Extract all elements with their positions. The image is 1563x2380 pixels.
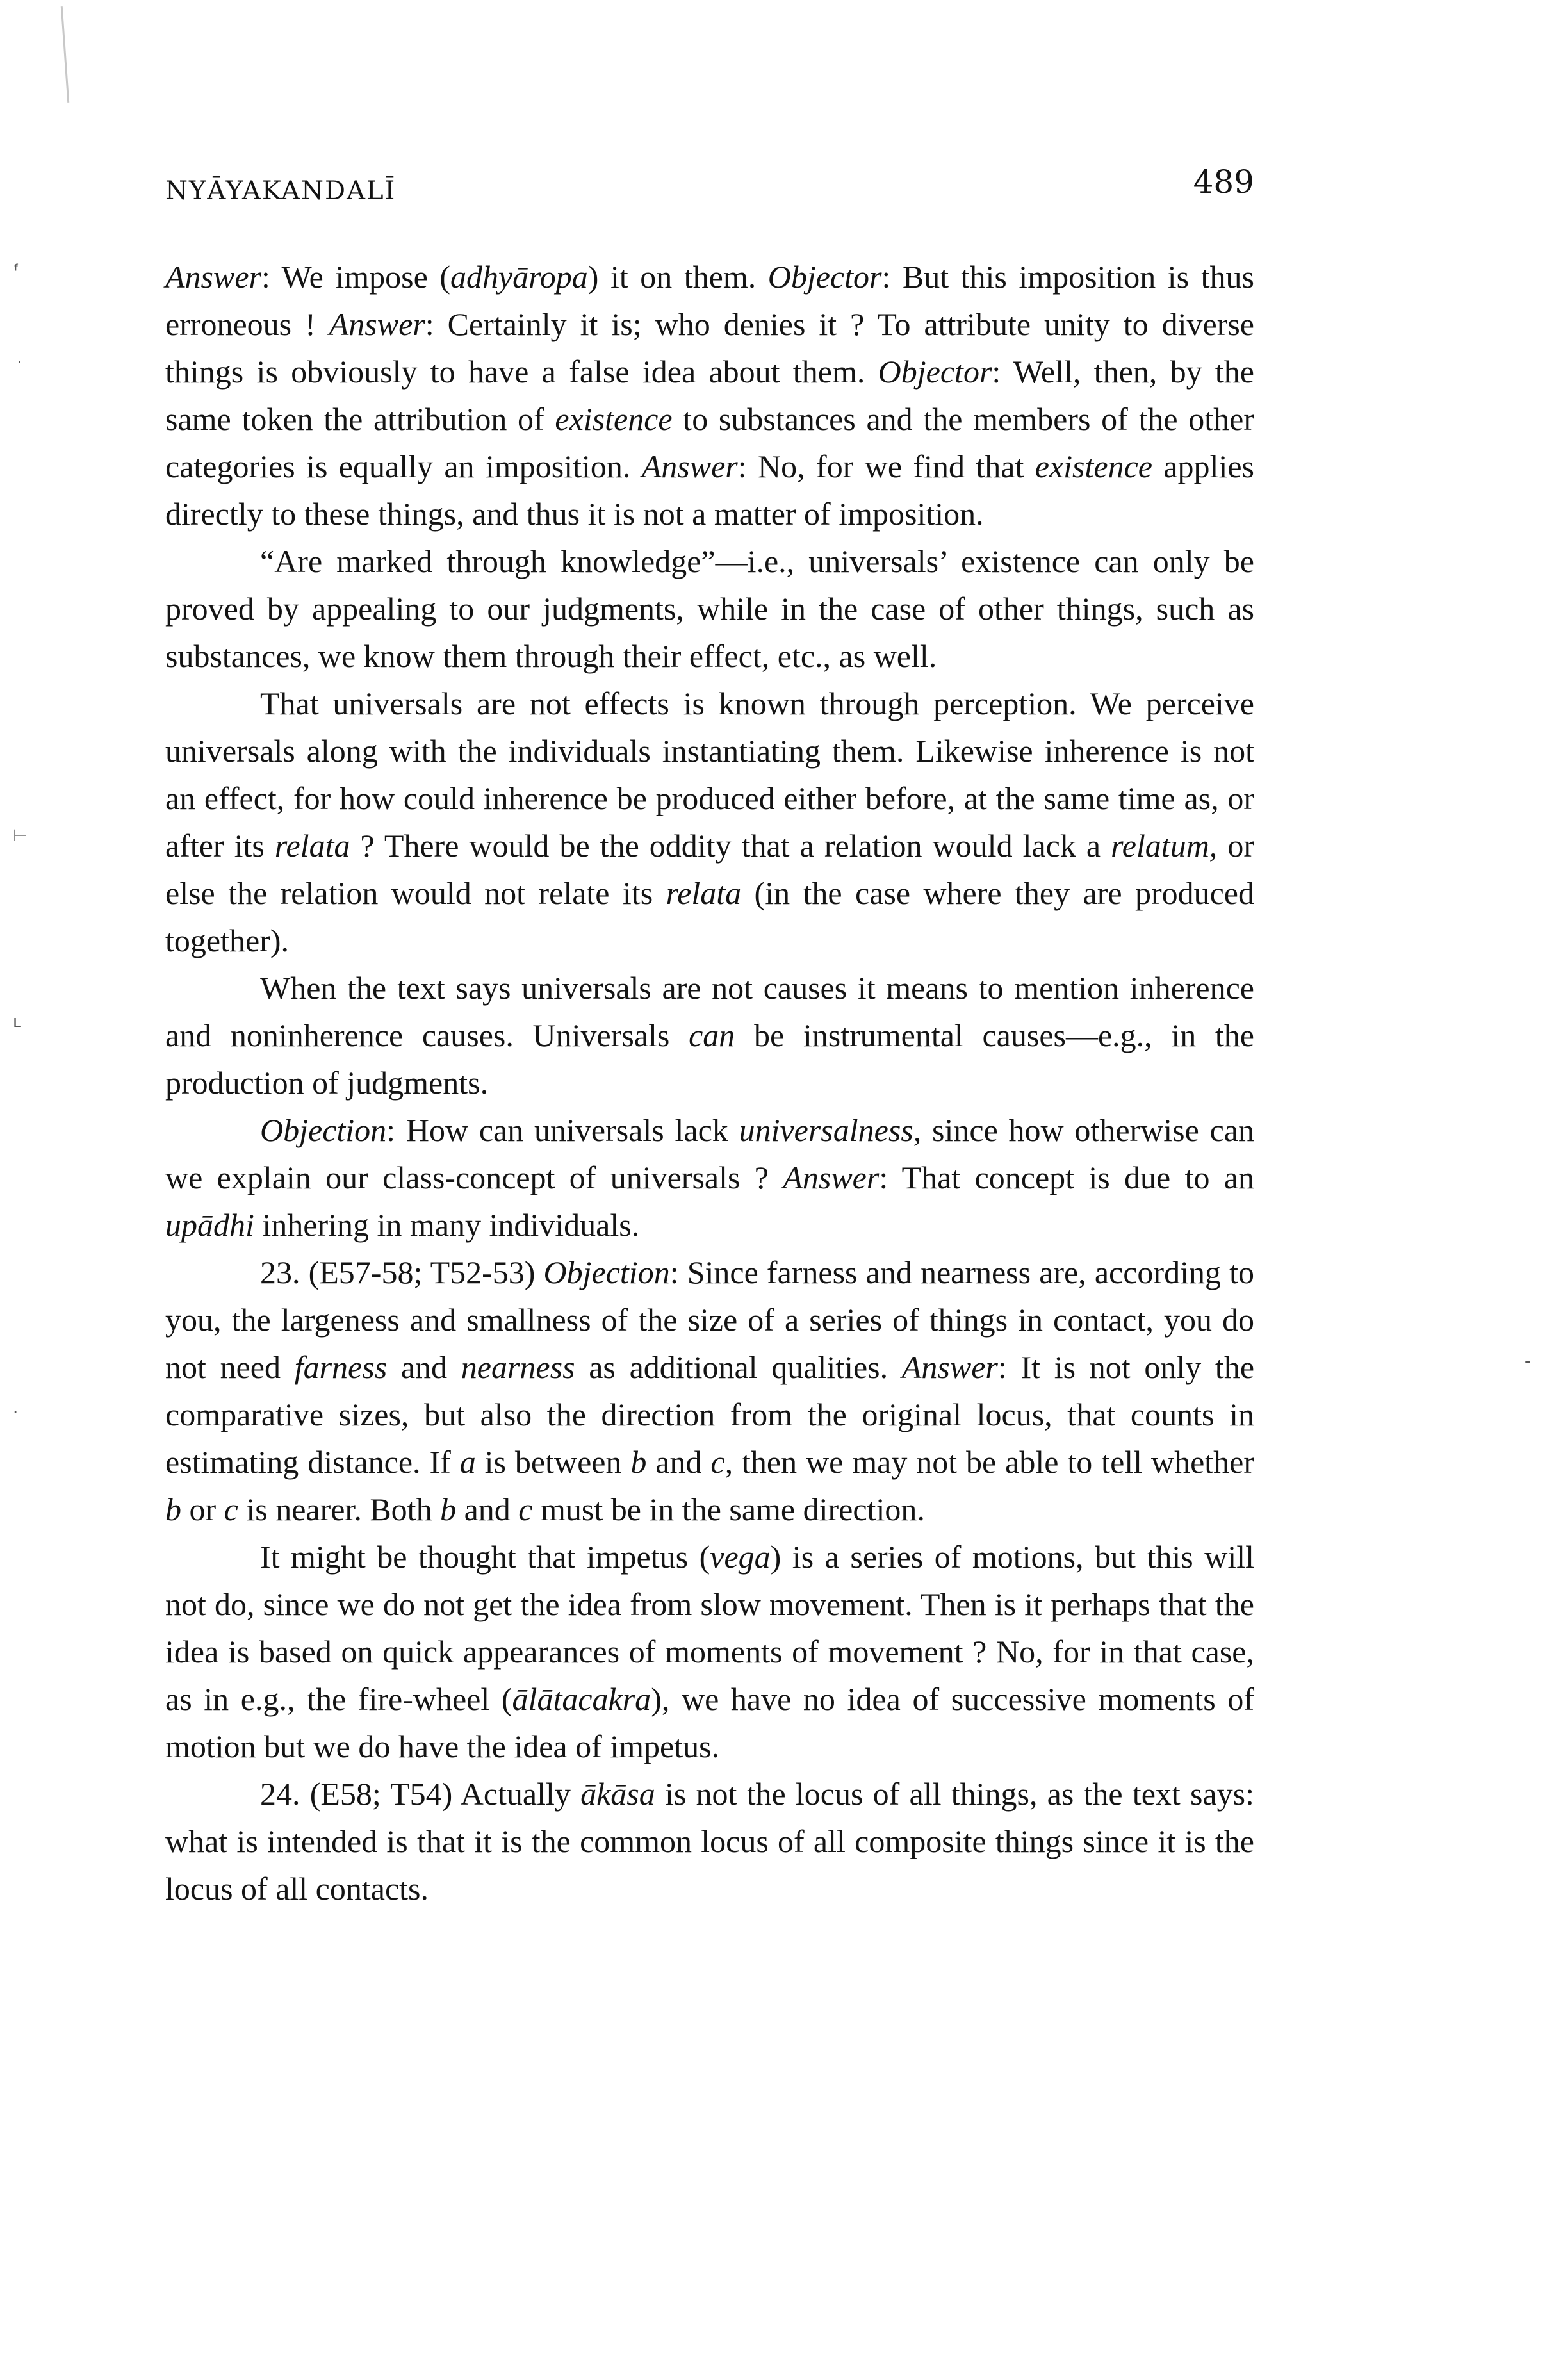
text-run: ? There would be the oddity that a relation would lack a (350, 828, 1111, 864)
text-run: : But this imposition is thus erroneous ! (165, 259, 1254, 342)
speaker-label: Objector (878, 354, 992, 390)
speaker-label: Answer (783, 1160, 880, 1195)
section-number: 24. (E58; T54) Actually (260, 1776, 581, 1812)
text-run: is nearer. Both (238, 1491, 441, 1527)
paragraph: “Are marked through knowledge”—i.e., universals’ existence can only be proved by appealing to our judgments, while in the case of other things, such as substances, we know them through their effect, etc., as well. (165, 543, 1254, 674)
text-run: inhering in many individuals. (254, 1207, 640, 1243)
speaker-label: Objection (543, 1254, 670, 1290)
text-run: and (646, 1444, 711, 1480)
text-run: : Certainly it is; who denies it ? To attribute unity to diverse things is obviously to have a false idea about them. (165, 306, 1255, 390)
paragraph (165, 1249, 1254, 1533)
margin-mark: ʟ (13, 1012, 22, 1031)
margin-mark: ˙ (15, 359, 24, 378)
speaker-label: Objector (767, 259, 882, 295)
text-run: or else the relation would not relate its (165, 828, 1254, 911)
emphasis: existence (1035, 448, 1152, 484)
page-header (165, 163, 1254, 215)
margin-mark: - (1525, 1352, 1531, 1371)
sanskrit-term: upādhi (165, 1207, 254, 1243)
margin-mark: · (13, 1403, 19, 1422)
emphasis: relata (274, 828, 350, 864)
text-run: (in the case where they are produced together). (165, 875, 1254, 958)
text-run: applies directly to these things, and thus it is not a matter of imposition. (165, 448, 1254, 532)
text-run: : That concept is due to an (879, 1160, 1254, 1195)
text-run: as additional qualities. (575, 1349, 902, 1385)
text-run: : How can universals lack (386, 1112, 739, 1148)
speaker-label: Objection (260, 1112, 387, 1148)
sanskrit-term: vega (710, 1539, 771, 1575)
text-run: and (387, 1349, 461, 1385)
variable: a (459, 1444, 476, 1480)
sanskrit-term: ākāsa (580, 1776, 655, 1812)
emphasis: existence (555, 401, 673, 437)
emphasis: universalness, (739, 1112, 922, 1148)
text-run: or (181, 1491, 224, 1527)
text-run: : It is not only the comparative sizes, but also the direction from the original locus, that counts in estimating distance. If (165, 1349, 1255, 1480)
emphasis: nearness (461, 1349, 575, 1385)
text-run: then we may not be able to tell whether (733, 1444, 1254, 1480)
speaker-label: Answer (165, 259, 261, 295)
paragraph (165, 680, 1254, 964)
page-number: 489 (1193, 163, 1254, 201)
paragraph (165, 253, 1254, 538)
emphasis: relata (666, 875, 742, 911)
paragraph (165, 1533, 1254, 1770)
paragraph (165, 1770, 1254, 1912)
variable: b (630, 1444, 647, 1480)
text-run: and (456, 1491, 519, 1527)
speaker-label: Answer (641, 448, 738, 484)
sanskrit-term: adhyāropa (450, 259, 588, 295)
paragraph (165, 1106, 1254, 1249)
text-run: is not the locus of all things, as the text says: what is intended is that it is the common locus of all composite things since it is the locus of all contacts. (165, 1776, 1254, 1907)
text-run: ) is a series of motions, but this will not do, since we do not get the idea from slow movement. Then is it perhaps that the idea is based on quick appearances of moments of movement ? No, for in that case, as in e.g., the fire-wheel ( (165, 1539, 1254, 1717)
speaker-label: Answer (901, 1349, 998, 1385)
emphasis: can (689, 1017, 735, 1053)
section-number: 23. (E57-58; T52-53) (260, 1254, 544, 1290)
sanskrit-term: ālātacakra (512, 1681, 651, 1717)
text-run: ), we have no idea of successive moments of motion but we do have the idea of impetus. (165, 1681, 1254, 1764)
text-run: be instrumental causes—e.g., in the production of judgments. (165, 1017, 1254, 1101)
variable: b (440, 1491, 457, 1527)
text-run: is between (475, 1444, 631, 1480)
text-run: : We impose ( (261, 259, 450, 295)
paragraph (165, 964, 1254, 1106)
text-run: : Since farness and nearness are, according to you, the largeness and smallness of the size of a series of things in contact, you do not need (165, 1254, 1254, 1385)
text-run: : No, for we find that (737, 448, 1035, 484)
speaker-label: Answer (329, 306, 425, 342)
text-run: : Well, then, by the same token the attribution of (165, 354, 1254, 437)
running-head: NYĀYAKANDALĪ (165, 176, 397, 206)
scan-edge-line (61, 6, 69, 103)
margin-mark: ⊢ (13, 826, 28, 846)
body-text (165, 253, 1254, 1912)
text-run: ) it on them. (587, 259, 768, 295)
text-run: That universals are not effects is known through perception. We perceive universals along with the individuals instantiating them. Likewise inherence is not an effect, for how could inherence be produced either before, at the same time as, or after its (165, 685, 1254, 864)
text-run: It might be thought that impetus ( (260, 1539, 710, 1575)
margin-mark: ᶠ (14, 261, 19, 281)
text-run: to substances and the members of the other categories is equally an imposition. (165, 401, 1254, 484)
variable: c (518, 1491, 533, 1527)
variable: c (224, 1491, 238, 1527)
variable: c, (710, 1444, 733, 1480)
emphasis: farness (294, 1349, 388, 1385)
text-run: since how otherwise can we explain our class-concept of universals ? (165, 1112, 1254, 1195)
text-run: When the text says universals are not causes it means to mention inherence and noninherence causes. Universals (165, 970, 1254, 1053)
emphasis: relatum, (1111, 828, 1218, 864)
variable: b (165, 1491, 181, 1527)
text-run: must be in the same direction. (532, 1491, 925, 1527)
